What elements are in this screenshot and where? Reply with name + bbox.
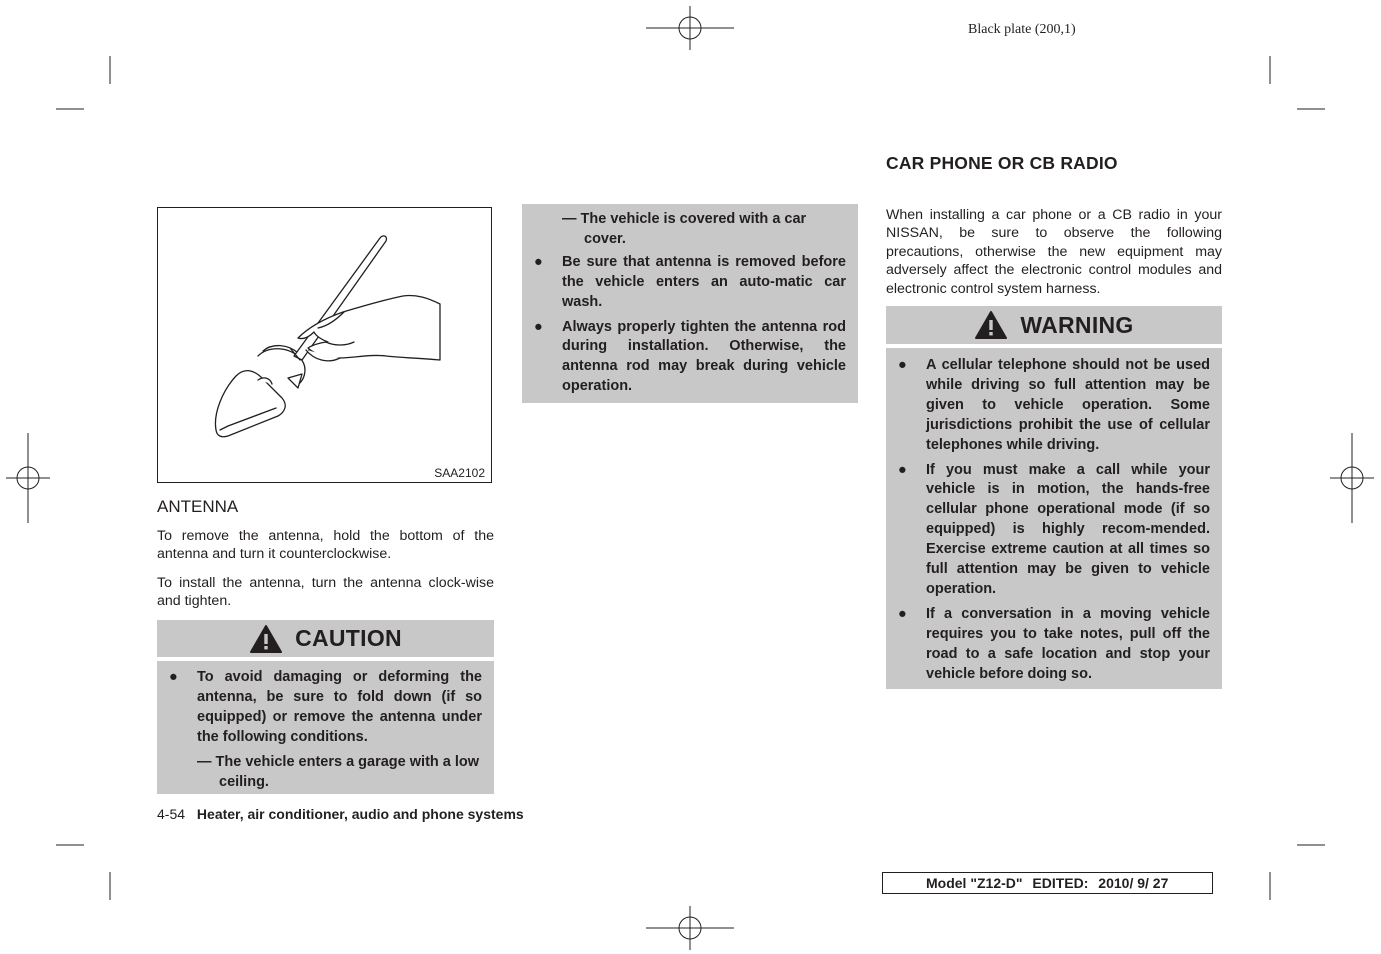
bullet: ● — [898, 461, 907, 478]
model-label: Model — [926, 875, 967, 891]
section-name: Heater, air conditioner, audio and phone systems — [196, 806, 524, 822]
warning-item-text: If you must make a call while your vehicle is in motion, the hands-free cellular phone operational mode (if so equipped) is highly recom-mended. Exercise extreme caution at all times so full attention may be given to vehicle operation. — [926, 461, 1210, 597]
antenna-figure — [157, 207, 492, 483]
warning-header — [886, 306, 1222, 344]
antenna-install-text: To install the antenna, turn the antenna clock-wise and tighten. — [157, 575, 494, 610]
warning-triangle-icon — [249, 624, 283, 654]
warning-title: WARNING — [1020, 311, 1134, 338]
figure-code: SAA2102 — [434, 466, 485, 480]
edited-label: EDITED: — [1032, 875, 1089, 891]
warning-item — [886, 461, 1210, 600]
bullet: ● — [534, 318, 543, 335]
caution-item-text: To avoid damaging or deforming the antenna, be sure to fold down (if so equipped) or remove the antenna under the following conditions. — [197, 669, 482, 745]
bullet: ● — [898, 357, 907, 373]
warning-item-text: If a conversation in a moving vehicle requires you to take notes, pull off the road to a safe location and stop your vehicle before doing so. — [926, 605, 1210, 682]
caution-subitem — [522, 210, 846, 250]
bullet: ● — [898, 605, 907, 622]
model-info-box — [882, 872, 1213, 894]
page-number: 4-54 — [157, 806, 186, 822]
caution-subitem-text: — The vehicle enters a garage with a low ceiling. — [197, 753, 480, 790]
bullet: ● — [169, 669, 178, 685]
model-name: "Z12-D" — [970, 875, 1023, 891]
caution-header — [157, 620, 494, 657]
warning-triangle-icon — [974, 310, 1008, 340]
plate-label: Black plate (200,1) — [968, 22, 1076, 37]
caution-body-part1 — [157, 661, 494, 794]
antenna-heading: ANTENNA — [157, 497, 239, 516]
caution-item — [157, 668, 482, 748]
caution-item-text: Always properly tighten the antenna rod during installation. Otherwise, the antenna rod may break during vehicle operation. — [562, 318, 846, 395]
bullet: ● — [534, 253, 543, 270]
caution-item-text: Be sure that antenna is removed before the vehicle enters an auto-matic car wash. — [562, 253, 846, 310]
caution-item — [522, 253, 846, 313]
edited-date: 2010/ 9/ 27 — [1098, 875, 1169, 891]
carphone-heading: CAR PHONE OR CB RADIO — [886, 153, 1118, 173]
antenna-remove-text: To remove the antenna, hold the bottom of the antenna and turn it counterclockwise. — [157, 528, 494, 563]
caution-title: CAUTION — [295, 625, 402, 651]
caution-body-part2 — [522, 204, 858, 403]
carphone-text: When installing a car phone or a CB radio in your NISSAN, be sure to observe the following precautions, otherwise the new equipment may adversely affect the electronic control modules and electronic control system harness. — [886, 207, 1222, 297]
page-footer — [157, 806, 524, 822]
caution-subitem-text: — The vehicle is covered with a car cover. — [562, 211, 807, 247]
antenna-illustration — [158, 208, 491, 482]
warning-item — [886, 605, 1210, 685]
warning-item-text: A cellular telephone should not be used while driving so full attention may be given to vehicle operation. Some jurisdictions prohibit the use of cellular telephones while driving. — [926, 357, 1210, 453]
warning-body — [886, 348, 1222, 689]
caution-item — [522, 318, 846, 398]
warning-item — [886, 356, 1210, 456]
caution-subitem — [157, 753, 482, 793]
